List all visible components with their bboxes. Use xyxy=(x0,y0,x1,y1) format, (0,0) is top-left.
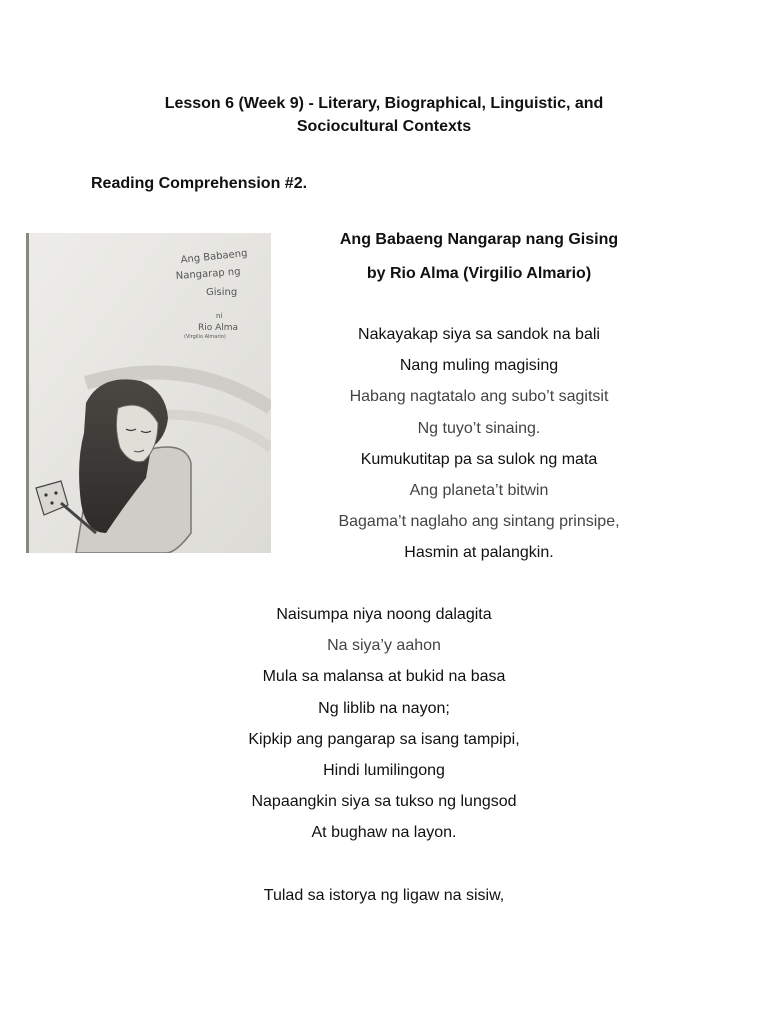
stanza-2-line-3: Mula sa malansa at bukid na basa xyxy=(262,668,506,686)
stanza-1-line-1: Nakayakap siya sa sandok na bali xyxy=(358,326,600,343)
stanza-2-line-7: Napaangkin siya sa tukso ng lungsod xyxy=(251,793,517,811)
stanza-1-line-2: Nang muling magising xyxy=(399,357,559,375)
stanza-1 xyxy=(300,319,658,569)
stanza-2 xyxy=(180,599,588,849)
poem-author: by Rio Alma (Virgilio Almario) xyxy=(366,265,592,282)
stanza-1-line-8: Hasmin at palangkin. xyxy=(404,544,554,562)
poem-title: Ang Babaeng Nangarap nang Gising xyxy=(339,231,619,248)
stanza-3 xyxy=(180,880,588,911)
handwritten-title-3: Gising xyxy=(206,287,238,298)
handwritten-author-note: (Virgilio Almario) xyxy=(184,334,226,340)
poem-illustration xyxy=(26,233,271,553)
stanza-2-line-6: Hindi lumilingong xyxy=(323,761,445,779)
lesson-title-line-2: Sociocultural Contexts xyxy=(296,118,472,135)
stanza-2-line-1: Naisumpa niya noong dalagita xyxy=(276,606,492,623)
lesson-title-line-1: Lesson 6 (Week 9) - Literary, Biographical, Linguistic, and xyxy=(164,95,604,112)
stanza-1-line-7: Bagama’t naglaho ang sintang prinsipe, xyxy=(338,513,620,531)
stanza-2-line-5: Kipkip ang pangarap sa isang tampipi, xyxy=(248,730,520,748)
lesson-title xyxy=(120,92,648,138)
section-heading: Reading Comprehension #2. xyxy=(91,175,308,192)
stanza-2-line-2: Na siya’y aahon xyxy=(327,637,441,655)
handwritten-by: ni xyxy=(216,312,223,320)
stanza-2-line-8: At bughaw na layon. xyxy=(311,824,457,842)
sketch-woman-icon xyxy=(26,233,271,553)
stanza-3-line-1: Tulad sa istorya ng ligaw na sisiw, xyxy=(263,887,505,904)
stanza-2-line-4: Ng liblib na nayon; xyxy=(318,699,450,717)
stanza-1-line-5: Kumukutitap pa sa sulok ng mata xyxy=(360,450,598,468)
stanza-1-line-3: Habang nagtatalo ang subo’t sagitsit xyxy=(349,388,609,406)
handwritten-title-1: Ang Babaeng xyxy=(180,248,248,266)
stanza-1-line-6: Ang planeta’t bitwin xyxy=(409,481,549,499)
handwritten-author: Rio Alma xyxy=(198,323,239,333)
stanza-1-line-4: Ng tuyo’t sinaing. xyxy=(417,419,541,437)
handwritten-title-2: Nangarap ng xyxy=(175,266,241,282)
